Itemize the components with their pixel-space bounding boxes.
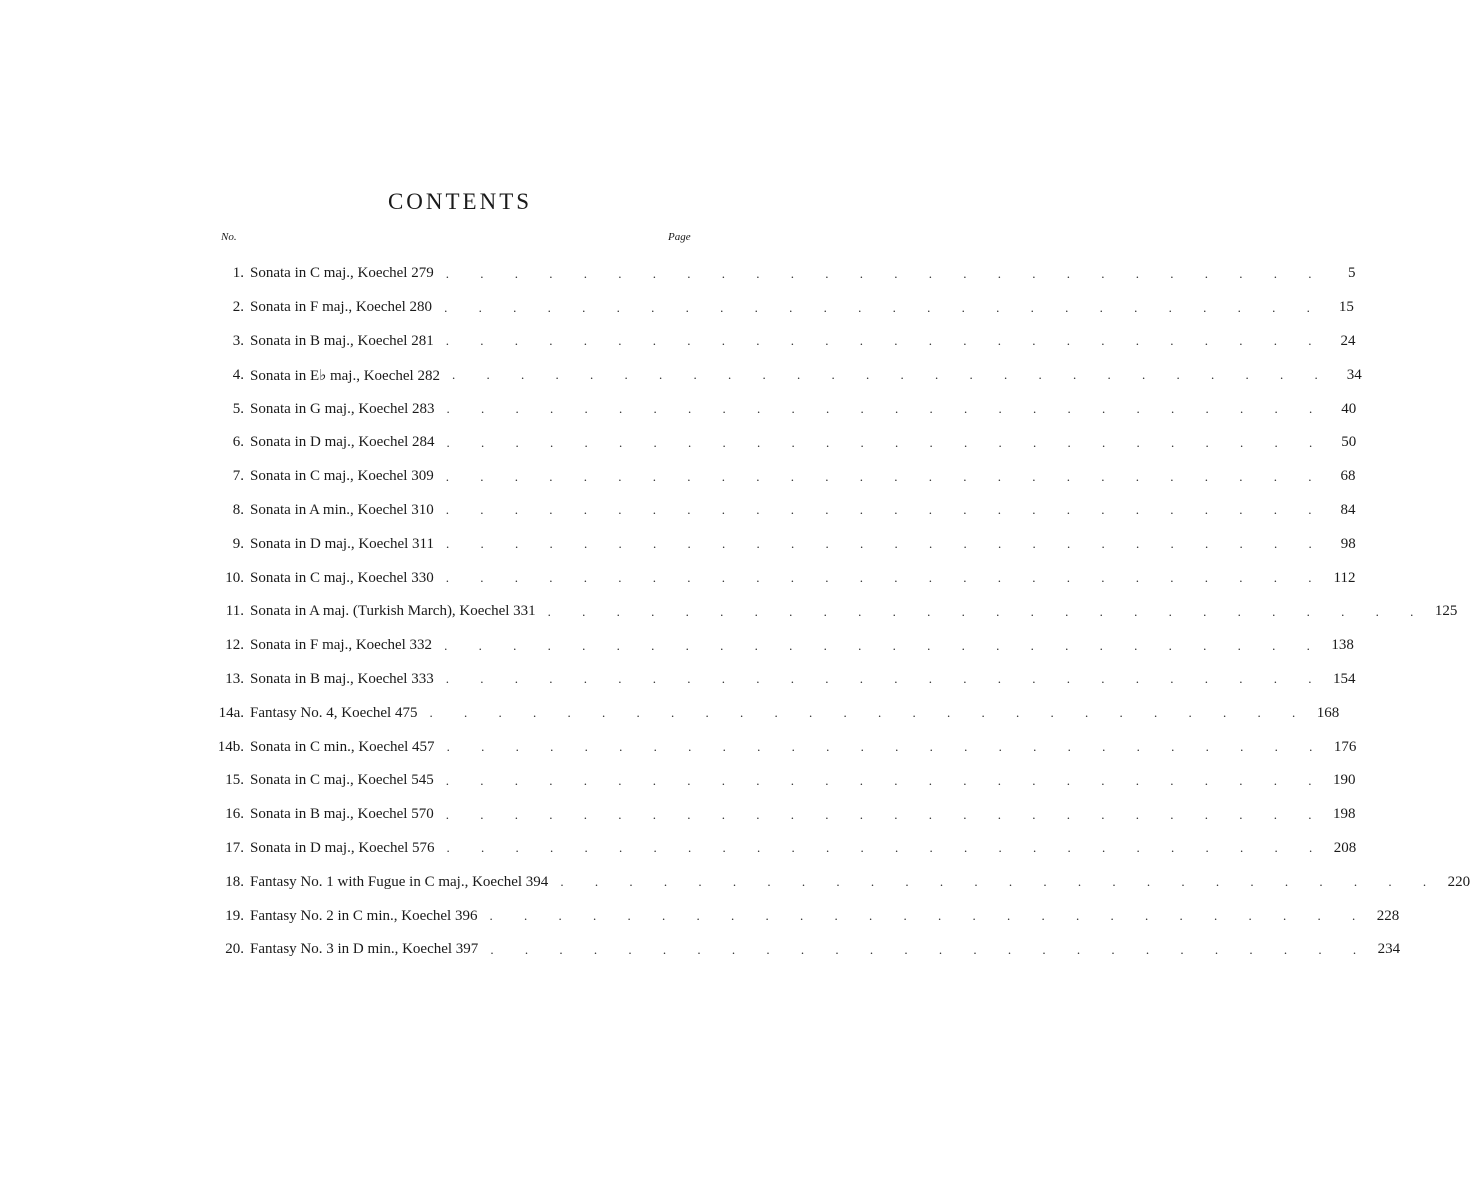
contents-entry: [200, 798, 1356, 832]
entry-number: 3.: [232, 332, 244, 349]
entry-page-number: 84: [1340, 501, 1356, 518]
entry-page-number: 5: [1347, 265, 1356, 282]
number-column-header: No.: [221, 231, 237, 243]
entry-page-number: 190: [1332, 772, 1356, 789]
contents-entry: [200, 595, 1458, 629]
page-column-header: Page: [668, 231, 691, 243]
entry-number: 13.: [225, 670, 244, 687]
entry-number: 5.: [232, 400, 244, 417]
entry-page-number: 208: [1333, 839, 1357, 856]
dot-leader: . . . . . . . . . . . . . . . . . . . . . . . . . .: [445, 536, 1326, 552]
dot-leader: . . . . . . . . . . . . . . . . . . . . . . . . . .: [444, 299, 1324, 315]
entry-page-number: 154: [1332, 670, 1356, 687]
dot-leader: . . . . . . . . . . . . . . . . . . . . . . . . . .: [547, 603, 1428, 619]
contents-entry: [200, 865, 1470, 899]
entry-number: 15.: [225, 772, 244, 789]
contents-entry: [200, 358, 1362, 392]
dot-leader: . . . . . . . . . . . . . . . . . . . . . . . . . .: [446, 401, 1327, 417]
entry-number: 14a.: [218, 704, 244, 721]
entry-page-number: 138: [1331, 637, 1354, 654]
contents-entry: [200, 933, 1401, 967]
dot-leader: . . . . . . . . . . . . . . . . . . . . . . . . . .: [445, 502, 1326, 518]
entry-title: Fantasy No. 4, Koechel 475: [250, 704, 418, 721]
entry-title: Sonata in E♭ maj., Koechel 282: [250, 367, 440, 384]
entry-number: 10.: [225, 569, 244, 586]
contents-entry: [200, 460, 1356, 494]
dot-leader: . . . . . . . . . . . . . . . . . . . . . . . . . .: [445, 772, 1326, 788]
entry-title: Fantasy No. 2 in C min., Koechel 396: [250, 907, 478, 924]
entry-number: 11.: [225, 603, 244, 620]
contents-entry: [200, 527, 1356, 561]
dot-leader: . . . . . . . . . . . . . . . . . . . . . . . . . .: [445, 806, 1326, 822]
entry-number: 17.: [225, 839, 244, 856]
contents-entry: [200, 325, 1356, 359]
contents-entry: [200, 257, 1356, 291]
entry-number: 9.: [232, 535, 244, 552]
entry-page-number: 198: [1332, 806, 1356, 823]
entry-number: 14b.: [217, 738, 244, 755]
contents-entry: [200, 392, 1357, 426]
dot-leader: . . . . . . . . . . . . . . . . . . . . . . . . . .: [445, 333, 1326, 349]
entry-page-number: 24: [1340, 332, 1356, 349]
entry-page-number: 98: [1340, 535, 1356, 552]
contents-entry: [200, 663, 1356, 697]
entry-title: Sonata in D maj., Koechel 576: [250, 839, 435, 856]
entry-page-number: 68: [1340, 468, 1356, 485]
entry-title: Sonata in B maj., Koechel 570: [250, 806, 434, 823]
entry-number: 16.: [225, 806, 244, 823]
entry-page-number: 125: [1434, 603, 1458, 620]
entry-title: Fantasy No. 3 in D min., Koechel 397: [250, 941, 479, 958]
contents-entry: [200, 494, 1356, 528]
dot-leader: . . . . . . . . . . . . . . . . . . . . . . . . . .: [445, 570, 1326, 586]
entry-title: Sonata in C maj., Koechel 279: [250, 265, 434, 282]
dot-leader: . . . . . . . . . . . . . . . . . . . . . . . . . .: [445, 468, 1326, 484]
dot-leader: . . . . . . . . . . . . . . . . . . . . . . . . . .: [560, 874, 1441, 890]
dot-leader: . . . . . . . . . . . . . . . . . . . . . . . . . .: [445, 265, 1326, 281]
entry-page-number: 112: [1333, 569, 1356, 586]
entry-page-number: 220: [1447, 873, 1470, 890]
entry-number: 2.: [232, 299, 244, 316]
entry-title: Sonata in A min., Koechel 310: [250, 501, 434, 518]
entry-number: 1.: [232, 265, 244, 282]
entry-number: 4.: [232, 366, 244, 383]
dot-leader: . . . . . . . . . . . . . . . . . . . . . . . . . .: [444, 637, 1324, 653]
entry-page-number: 228: [1376, 907, 1400, 924]
entry-title: Sonata in B maj., Koechel 333: [250, 670, 434, 687]
dot-leader: . . . . . . . . . . . . . . . . . . . . . . . . . .: [489, 908, 1370, 924]
entry-page-number: 168: [1316, 704, 1340, 721]
dot-leader: . . . . . . . . . . . . . . . . . . . . . . . . . .: [446, 840, 1327, 856]
contents-entry: [200, 899, 1400, 933]
contents-entry: [200, 291, 1354, 325]
page-title: CONTENTS: [387, 189, 533, 214]
entry-number: 20.: [225, 941, 244, 958]
entry-page-number: 34: [1346, 366, 1362, 383]
entry-title: Sonata in D maj., Koechel 284: [250, 434, 435, 451]
entry-title: Sonata in G maj., Koechel 283: [250, 400, 435, 417]
dot-leader: . . . . . . . . . . . . . . . . . . . . . . . . . .: [490, 941, 1371, 957]
entry-page-number: 234: [1377, 941, 1401, 958]
entry-title: Sonata in F maj., Koechel 332: [250, 637, 433, 654]
entry-title: Sonata in A maj. (Turkish March), Koechel 331: [250, 603, 536, 620]
dot-leader: . . . . . . . . . . . . . . . . . . . . . . . . . .: [446, 434, 1327, 450]
entry-title: Sonata in C maj., Koechel 309: [250, 468, 434, 485]
entry-title: Sonata in B maj., Koechel 281: [250, 332, 434, 349]
contents-entry: [200, 629, 1354, 663]
dot-leader: . . . . . . . . . . . . . . . . . . . . . . . . . .: [446, 739, 1327, 755]
contents-entry: [200, 696, 1340, 730]
dot-leader: . . . . . . . . . . . . . . . . . . . . . . . . . .: [451, 367, 1332, 383]
entry-title: Sonata in D maj., Koechel 311: [250, 535, 434, 552]
entry-number: 7.: [232, 468, 244, 485]
entry-number: 19.: [225, 907, 244, 924]
entry-number: 8.: [232, 501, 244, 518]
contents-entry: [200, 832, 1357, 866]
dot-leader: . . . . . . . . . . . . . . . . . . . . . . . . . .: [445, 671, 1326, 687]
contents-entry: [200, 426, 1357, 460]
entry-page-number: 50: [1341, 434, 1357, 451]
entry-title: Sonata in C min., Koechel 457: [250, 738, 435, 755]
entry-title: Sonata in F maj., Koechel 280: [250, 299, 433, 316]
entry-page-number: 40: [1341, 400, 1357, 417]
dot-leader: . . . . . . . . . . . . . . . . . . . . . . . . . .: [429, 705, 1310, 721]
entry-page-number: 176: [1333, 738, 1357, 755]
entry-title: Sonata in C maj., Koechel 330: [250, 569, 434, 586]
entry-number: 12.: [225, 637, 244, 654]
contents-entry: [200, 764, 1356, 798]
contents-entry: [200, 561, 1356, 595]
entry-title: Sonata in C maj., Koechel 545: [250, 772, 434, 789]
entry-page-number: 15: [1338, 299, 1354, 316]
entry-title: Fantasy No. 1 with Fugue in C maj., Koechel 394: [250, 873, 549, 890]
entry-number: 18.: [225, 873, 244, 890]
contents-entry: [200, 730, 1357, 764]
entry-number: 6.: [232, 434, 244, 451]
contents-list: [200, 257, 1470, 967]
